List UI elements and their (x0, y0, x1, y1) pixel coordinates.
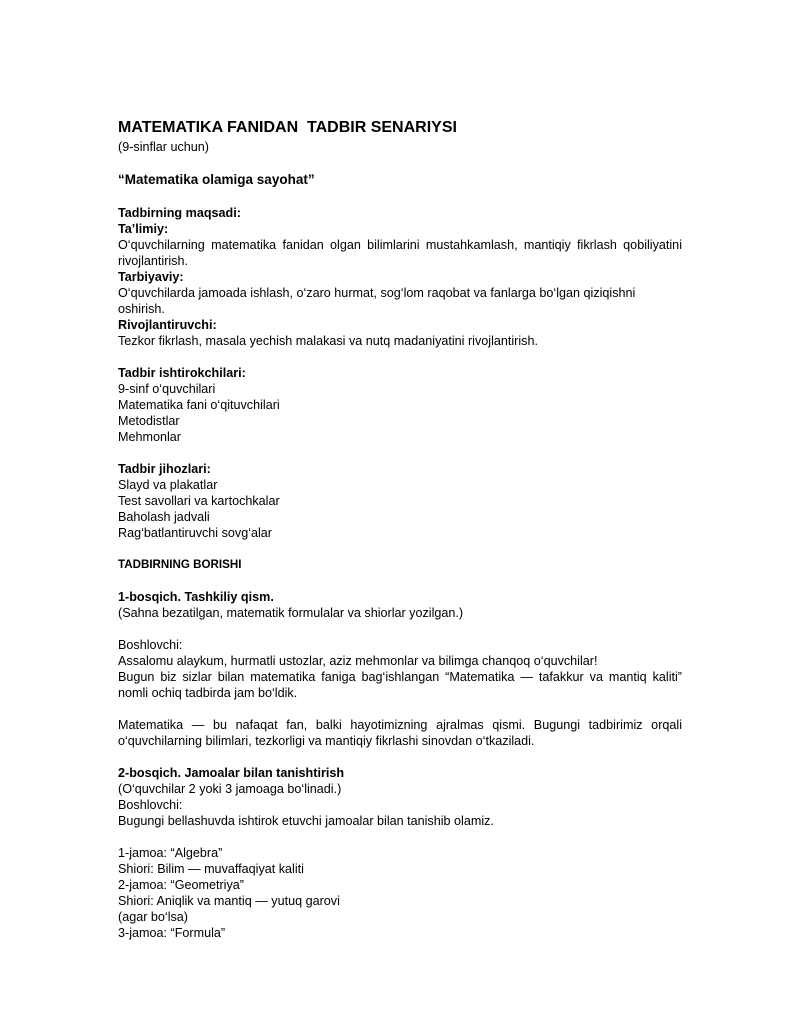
team-line: 2-jamoa: “Geometriya” (118, 878, 244, 892)
upbringing-text: O‘quvchilarda jamoada ishlash, o‘zaro hurmat, sog‘lom raqobat va fanlarga bo‘lgan qiziqishni oshirish. (118, 286, 636, 316)
goals-heading: Tadbirning maqsadi: (118, 206, 241, 220)
participant-item: 9-sinf o‘quvchilari (118, 382, 216, 396)
team-line: Shiori: Bilim — muvaffaqiyat kaliti (118, 862, 304, 876)
equipment-item: Slayd va plakatlar (118, 478, 218, 492)
educational-text: O‘quvchilarning matematika fanidan olgan bilimlarini mustahkamlash, mantiqiy fikrlash qobiliyatini rivojlantirish. (118, 238, 682, 268)
stage1-heading: 1-bosqich. Tashkiliy qism. (118, 590, 274, 604)
stage2-heading: 2-bosqich. Jamoalar bilan tanishtirish (118, 766, 345, 780)
participants-heading: Tadbir ishtirokchilari: (118, 366, 246, 380)
stage1-host-label: Boshlovchi: (118, 638, 183, 652)
equipment-heading: Tadbir jihozlari: (118, 462, 211, 476)
stage2-note: (O‘quvchilar 2 yoki 3 jamoaga bo‘linadi.) (118, 782, 342, 796)
participant-item: Metodistlar (118, 414, 180, 428)
participants-section (118, 365, 682, 445)
team-line: 3-jamoa: “Formula” (118, 926, 226, 940)
stage2-host-label: Boshlovchi: (118, 798, 183, 812)
goals-section (118, 205, 682, 349)
stage2-section (118, 765, 682, 941)
stage1-section (118, 589, 682, 749)
stage2-intro: Bugungi bellashuvda ishtirok etuvchi jamoalar bilan tanishib olamiz. (118, 814, 494, 828)
equipment-item: Rag‘batlantiruvchi sovg‘alar (118, 526, 273, 540)
stage1-note: (Sahna bezatilgan, matematik formulalar va shiorlar yozilgan.) (118, 606, 464, 620)
equipment-section (118, 461, 682, 541)
upbringing-label: Tarbiyaviy: (118, 270, 184, 284)
educational-label: Ta’limiy: (118, 222, 169, 236)
developmental-text: Tezkor fikrlash, masala yechish malakasi va nutq madaniyatini rivojlantirish. (118, 334, 538, 348)
equipment-item: Test savollari va kartochkalar (118, 494, 280, 508)
team-line: 1-jamoa: “Algebra” (118, 846, 223, 860)
developmental-label: Rivojlantiruvchi: (118, 318, 217, 332)
event-theme: “Matematika olamiga sayohat” (118, 172, 315, 187)
document-subtitle: (9-sinflar uchun) (118, 140, 209, 154)
stage1-greeting: Assalomu alaykum, hurmatli ustozlar, aziz mehmonlar va bilimga chanqoq o‘quvchilar! (118, 654, 598, 668)
stage1-paragraph: Matematika — bu nafaqat fan, balki hayotimizning ajralmas qismi. Bugungi tadbirimiz orqali o‘quvchilarning bilimlari, tezkorligi va mantiqiy fikrlashi sinovdan o‘tkaziladi. (118, 718, 682, 748)
stage1-intro: Bugun biz sizlar bilan matematika faniga bag‘ishlangan “Matematika — tafakkur va mantiq kaliti” nomli ochiq tadbirda jam bo‘ldik. (118, 670, 682, 700)
document-title: MATEMATIKA FANIDAN TADBIR SENARIYSI (118, 119, 457, 136)
participant-item: Matematika fani o‘qituvchilari (118, 398, 280, 412)
team-line: Shiori: Aniqlik va mantiq — yutuq garovi (118, 894, 340, 908)
equipment-item: Baholash jadvali (118, 510, 210, 524)
team-line: (agar bo‘lsa) (118, 910, 188, 924)
participant-item: Mehmonlar (118, 430, 181, 444)
procedure-heading: TADBIRNING BORISHI (118, 558, 242, 571)
